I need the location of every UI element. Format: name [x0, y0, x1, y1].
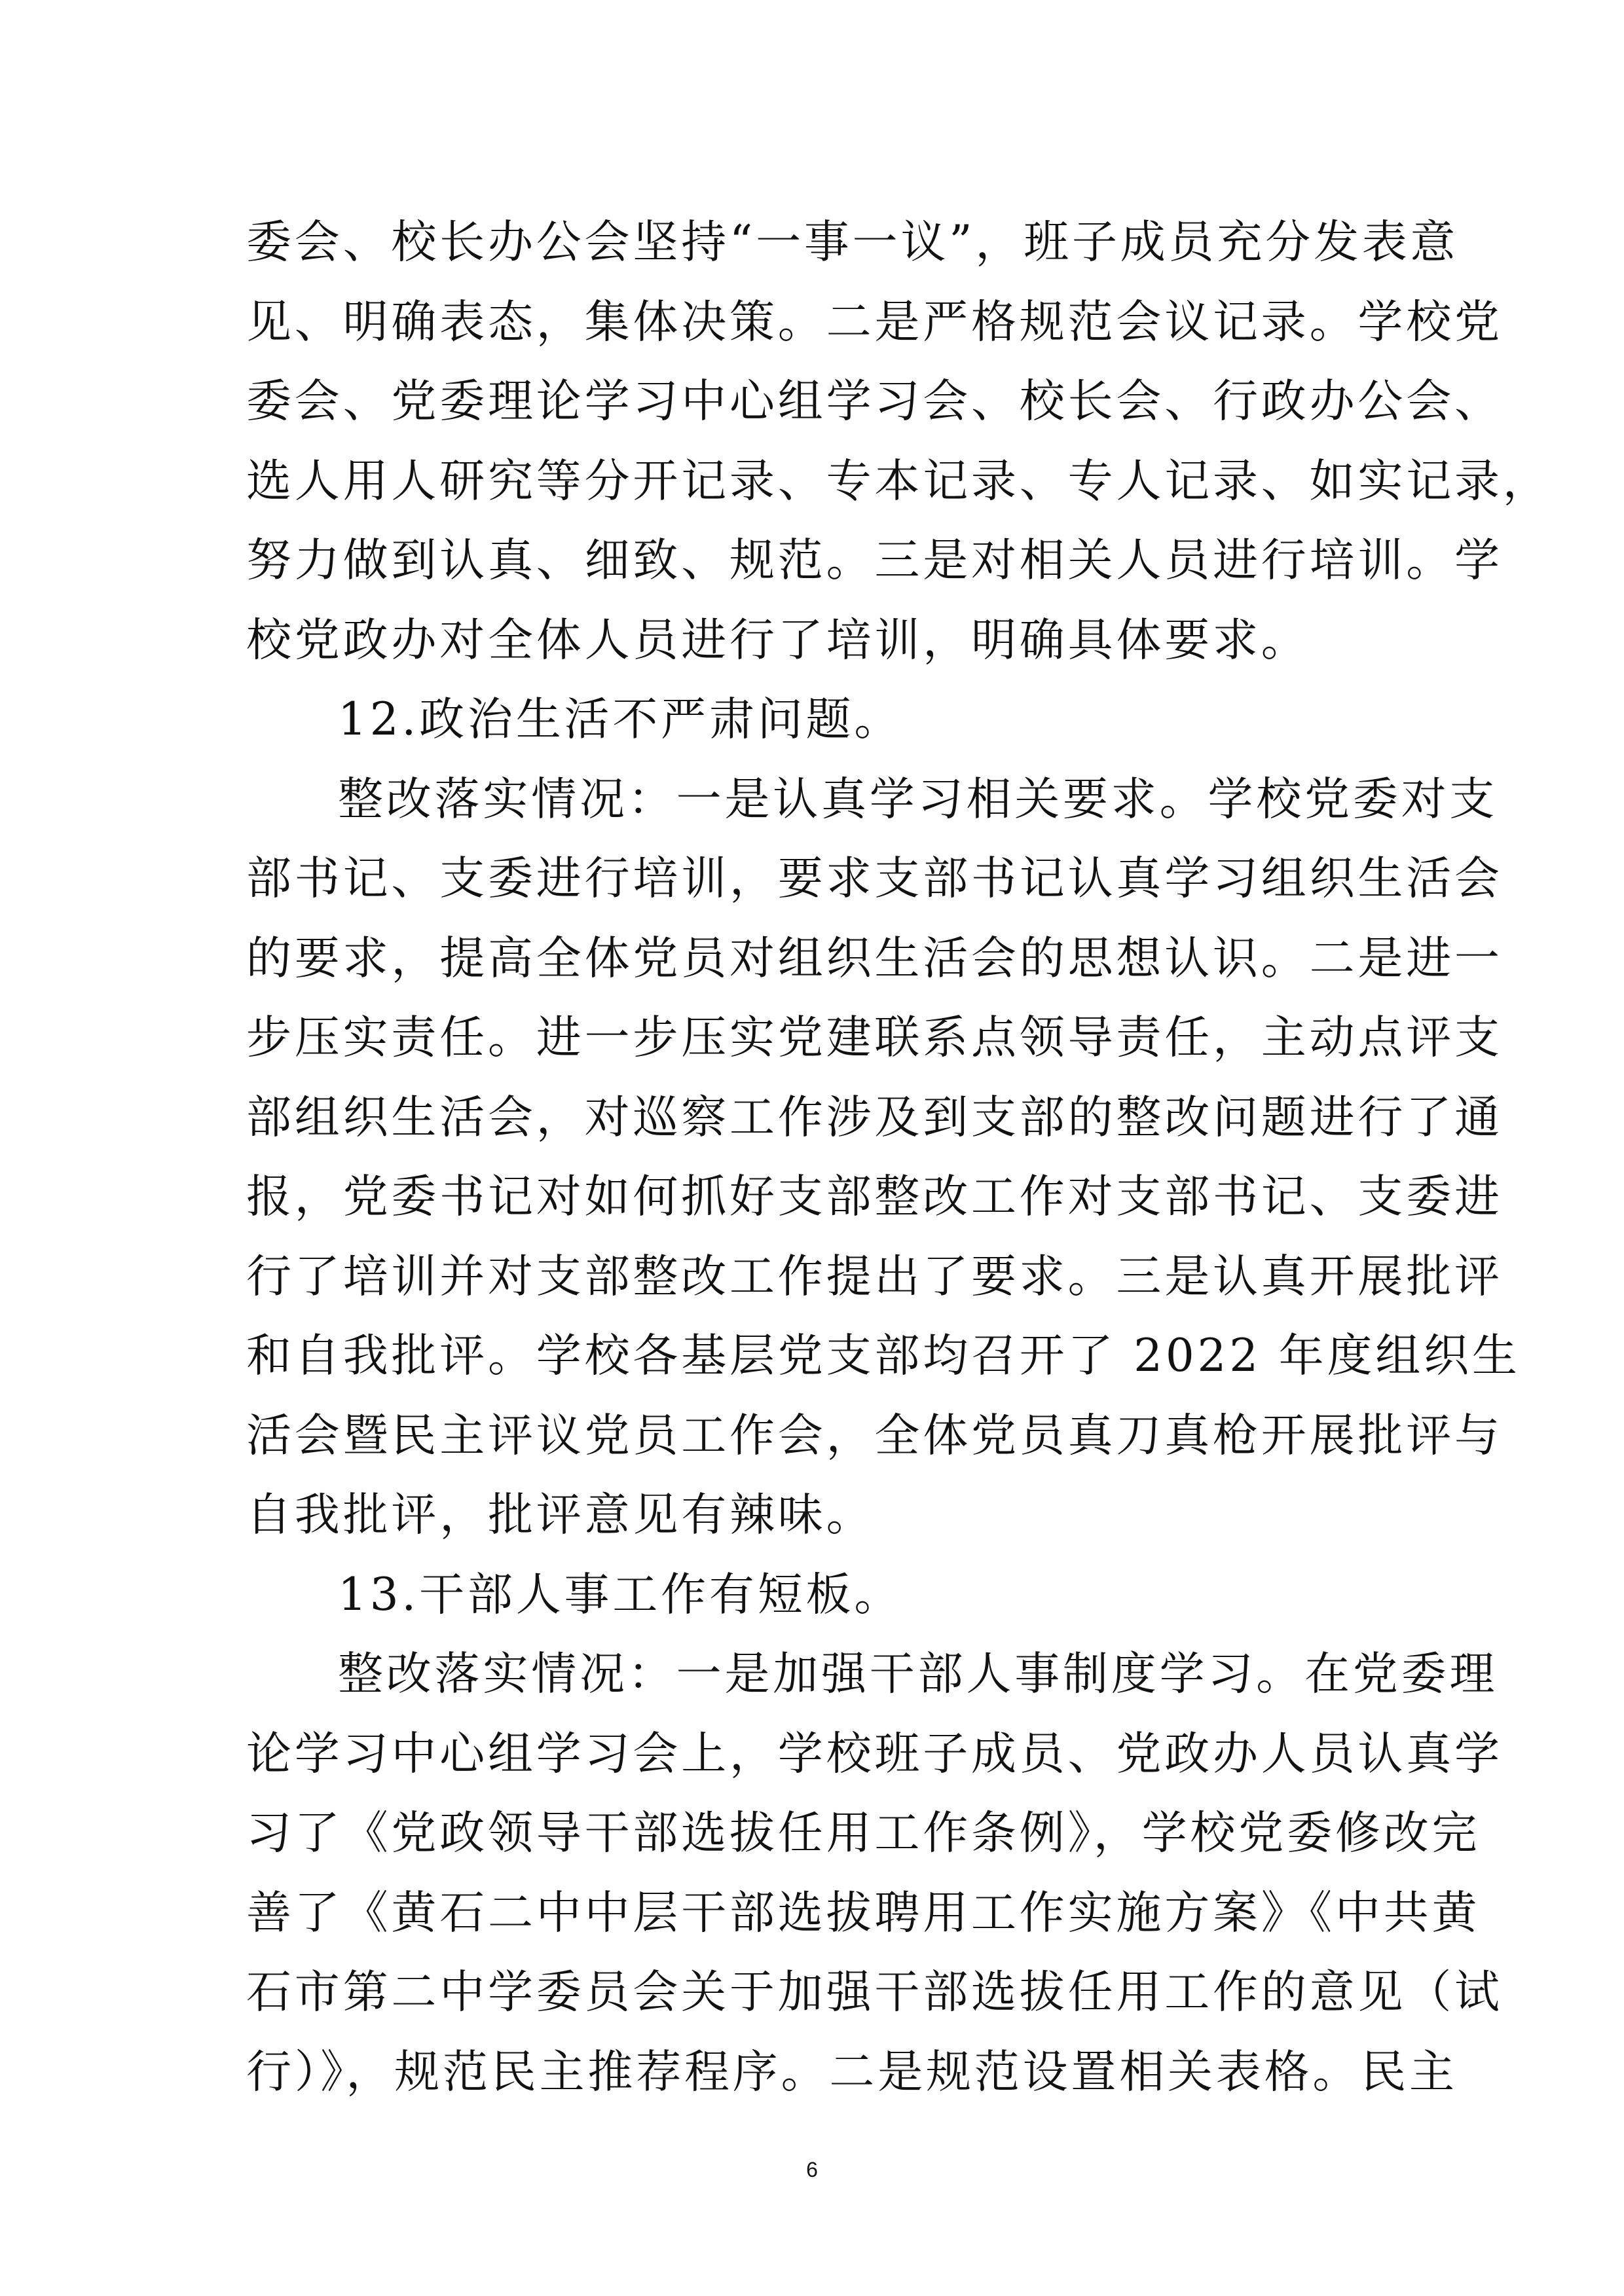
text-line: 部组织生活会，对巡察工作涉及到支部的整改问题进行了通 [246, 1091, 1503, 1144]
text-line: 和自我批评。学校各基层党支部均召开了 2022 年度组织生 [246, 1330, 1521, 1382]
text-line: 委会、党委理论学习中心组学习会、校长会、行政办公会、 [246, 375, 1503, 428]
text-line: 部书记、支委进行培训，要求支部书记认真学习组织生活会 [246, 852, 1503, 905]
text-line: 活会暨民主评议党员工作会，全体党员真刀真枪开展批评与 [246, 1409, 1503, 1462]
section-heading-13: 13.干部人事工作有短板。 [338, 1568, 903, 1621]
text-line: 论学习中心组学习会上，学校班子成员、党政办人员认真学 [246, 1727, 1503, 1780]
text-line: 努力做到认真、细致、规范。三是对相关人员进行培训。学 [246, 534, 1503, 587]
paragraph-start: 整改落实情况：一是认真学习相关要求。学校党委对支 [338, 773, 1498, 826]
text-line: 习了《党政领导干部选拔任用工作条例》，学校党委修改完 [246, 1807, 1481, 1859]
text-line: 选人用人研究等分开记录、专本记录、专人记录、如实记录， [246, 454, 1551, 507]
text-line: 自我批评，批评意见有辣味。 [246, 1489, 875, 1541]
body-text [246, 203, 1551, 2112]
page-number: 6 [806, 2158, 818, 2181]
text-line: 石市第二中学委员会关于加强干部选拔任用工作的意见（试 [246, 1966, 1503, 2018]
text-line: 善了《黄石二中中层干部选拔聘用工作实施方案》《中共黄 [246, 1886, 1481, 1939]
text-line: 行了培训并对支部整改工作提出了要求。三是认真开展批评 [246, 1250, 1503, 1303]
section-heading-12: 12.政治生活不严肃问题。 [338, 693, 903, 746]
text-line: 委会、校长办公会坚持“一事一议”，班子成员充分发表意 [246, 216, 1459, 268]
text-line: 步压实责任。进一步压实党建联系点领导责任，主动点评支 [246, 1011, 1503, 1064]
text-line: 行）》，规范民主推荐程序。二是规范设置相关表格。民主 [246, 2045, 1458, 2098]
text-line: 校党政办对全体人员进行了培训，明确具体要求。 [246, 613, 1310, 666]
text-line: 报，党委书记对如何抓好支部整改工作对支部书记、支委进 [246, 1171, 1503, 1223]
paragraph-start: 整改落实情况：一是加强干部人事制度学习。在党委理 [338, 1648, 1498, 1700]
text-line: 见、明确表态，集体决策。二是严格规范会议记录。学校党 [246, 295, 1503, 348]
text-line: 的要求，提高全体党员对组织生活会的思想认识。二是进一 [246, 932, 1503, 985]
